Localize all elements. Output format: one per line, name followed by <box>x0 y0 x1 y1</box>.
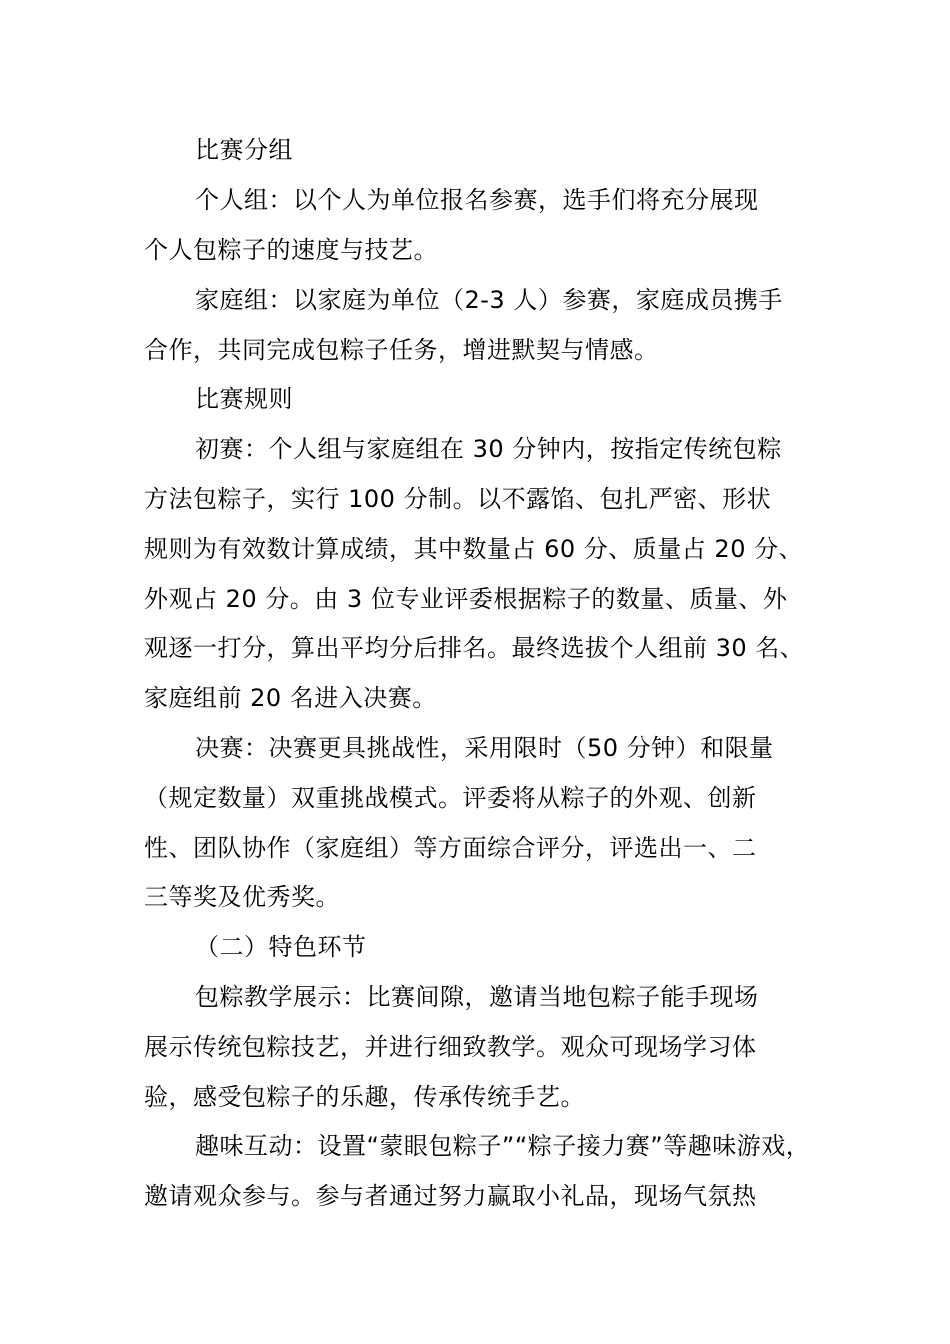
paragraph-line: 包粽教学展示：比赛间隙，邀请当地包粽子能手现场 <box>195 983 759 1011</box>
paragraph-line: 家庭组前 20 名进入决赛。 <box>144 684 437 712</box>
paragraph-line: 规则为有效数计算成绩，其中数量占 60 分、质量占 20 分、 <box>144 535 804 563</box>
paragraph-line: 展示传统包粽技艺，并进行细致教学。观众可现场学习体 <box>144 1033 757 1061</box>
paragraph-line: 外观占 20 分。由 3 位专业评委根据粽子的数量、质量、外 <box>144 585 788 613</box>
heading-special-sessions: （二）特色环节 <box>195 933 367 961</box>
paragraph-line: 个人组：以个人为单位报名参赛，选手们将充分展现 <box>195 186 759 214</box>
paragraph-line: 邀请观众参与。参与者通过努力赢取小礼品，现场气氛热 <box>144 1182 757 1210</box>
paragraph-line: 趣味互动：设置“蒙眼包粽子”“粽子接力赛”等趣味游戏， <box>195 1132 811 1160</box>
heading-competition-rules: 比赛规则 <box>195 385 293 413</box>
paragraph-line: 验，感受包粽子的乐趣，传承传统手艺。 <box>144 1083 585 1111</box>
paragraph-line: 决赛：决赛更具挑战性，采用限时（50 分钟）和限量 <box>195 734 774 762</box>
paragraph-line: 三等奖及优秀奖。 <box>144 883 340 911</box>
paragraph-line: 方法包粽子，实行 100 分制。以不露馅、包扎严密、形状 <box>144 485 772 513</box>
paragraph-line: 性、团队协作（家庭组）等方面综合评分，评选出一、二 <box>144 834 757 862</box>
paragraph-line: （规定数量）双重挑战模式。评委将从粽子的外观、创新 <box>144 784 757 812</box>
heading-competition-groups: 比赛分组 <box>195 136 293 164</box>
paragraph-line: 个人包粽子的速度与技艺。 <box>144 236 438 264</box>
paragraph-line: 初赛：个人组与家庭组在 30 分钟内，按指定传统包粽 <box>195 435 782 463</box>
paragraph-line: 合作，共同完成包粽子任务，增进默契与情感。 <box>144 336 659 364</box>
paragraph-line: 观逐一打分，算出平均分后排名。最终选拔个人组前 30 名、 <box>144 634 805 662</box>
paragraph-line: 家庭组：以家庭为单位（2-3 人）参赛，家庭成员携手 <box>195 286 783 314</box>
